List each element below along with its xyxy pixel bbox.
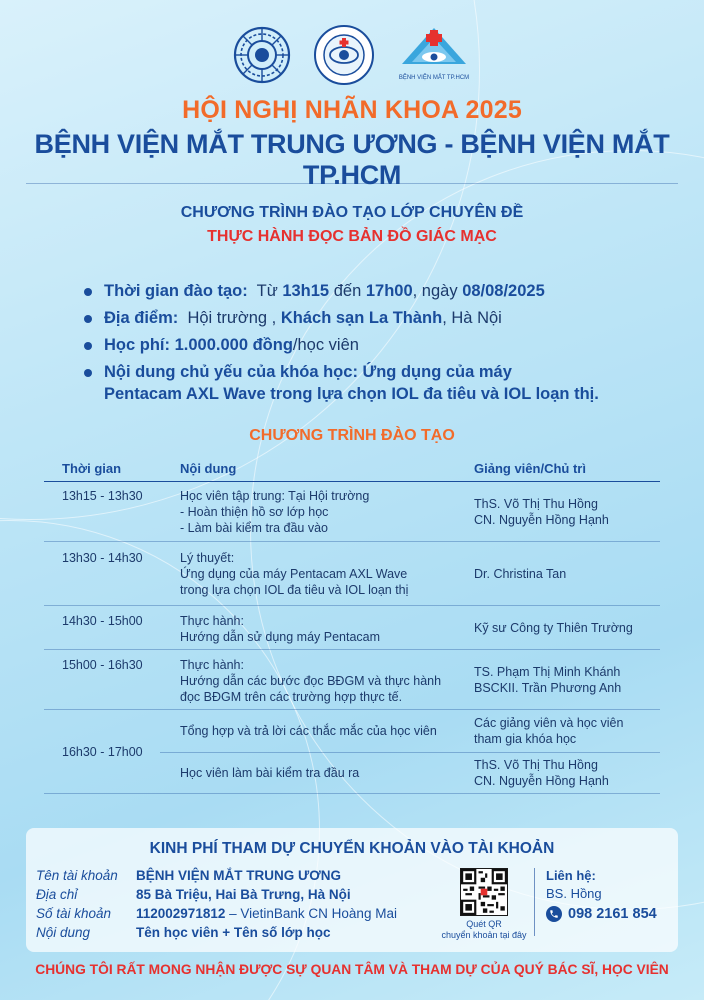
info-content: Nội dung chủ yếu của khóa học: Ứng dụng của máy — [84, 361, 664, 383]
info-content-cont: Pentacam AXL Wave trong lựa chọn IOL đa tiêu và IOL loạn thị. — [104, 385, 599, 403]
bullet-icon — [84, 288, 92, 296]
logo-bar — [0, 20, 704, 90]
row-content-line: Thực hành: — [180, 658, 244, 672]
program-line1: CHƯƠNG TRÌNH ĐÀO TẠO LỚP CHUYÊN ĐỀ — [180, 204, 524, 221]
schedule-table — [44, 456, 660, 794]
info-place: Địa điểm: Hội trường , Khách sạn La Thành, Hà Nội — [84, 307, 664, 329]
table-subrow — [160, 710, 660, 752]
program-line2: THỰC HÀNH ĐỌC BẢN ĐỒ GIÁC MẠC — [207, 228, 497, 245]
divider — [534, 868, 535, 936]
row-content-line: Lý thuyết: — [180, 551, 235, 565]
table-subrow — [160, 752, 660, 794]
svg-text:BỆNH VIỆN MẮT TP.HCM: BỆNH VIỆN MẮT TP.HCM — [398, 75, 470, 81]
account-number-row: Số tài khoản 112002971812 – VietinBank CN Hoàng Mai — [36, 906, 397, 921]
header-time: Thời gian — [62, 461, 122, 476]
payment-details — [36, 866, 436, 942]
bullet-icon — [84, 315, 92, 323]
row-time: 14h30 - 15h00 — [62, 614, 143, 628]
header-content: Nội dung — [180, 461, 237, 476]
bullet-icon — [84, 342, 92, 350]
footer-message: CHÚNG TÔI RẤT MONG NHẬN ĐƯỢC SỰ QUAN TÂM VÀ THAM DỰ CỦA QUÝ BÁC SĨ, HỌC VIÊN — [35, 962, 669, 977]
row-lecturer: CN. Nguyễn Hồng Hạnh — [474, 773, 609, 788]
row-lecturer: Các giảng viên và học viên — [474, 715, 624, 730]
table-row-merged — [44, 710, 660, 794]
row-content-line: - Làm bài kiểm tra đầu vào — [180, 521, 328, 535]
table-row — [44, 650, 660, 710]
row-content-line: đọc BĐGM trên các trường hợp thực tế. — [180, 690, 403, 704]
qr-caption: Quét QR chuyển khoản tại đây — [441, 919, 527, 940]
row-lecturer: ThS. Võ Thị Thu Hồng — [474, 496, 598, 511]
row-content-line: Thực hành: — [180, 614, 244, 628]
address-row: Địa chỉ 85 Bà Triệu, Hai Bà Trưng, Hà Nội — [36, 887, 351, 902]
bullet-icon — [84, 369, 92, 377]
row-content-line: Hướng dẫn các bước đọc BĐGM và thực hành — [180, 674, 442, 688]
row-time: 15h00 - 16h30 — [62, 658, 143, 672]
transfer-content-row: Nội dung Tên học viên + Tên số lớp học — [36, 925, 331, 940]
contact-label: Liên hệ: — [546, 868, 596, 883]
mandala-logo-icon — [230, 23, 294, 87]
header-lecturer: Giảng viên/Chủ trì — [474, 461, 586, 476]
row-lecturer: Dr. Christina Tan — [474, 566, 567, 581]
row-time: 13h30 - 14h30 — [62, 551, 143, 565]
table-row — [44, 606, 660, 650]
row-lecturer: TS. Phạm Thị Minh Khánh — [474, 664, 621, 679]
program-title — [0, 204, 704, 246]
divider — [26, 183, 678, 184]
course-info — [84, 280, 664, 410]
table-header — [44, 456, 660, 482]
contact-name: BS. Hồng — [546, 886, 602, 901]
row-content-line: Ứng dụng của máy Pentacam AXL Wave — [180, 567, 408, 581]
row-content-line: Tổng hợp và trả lời các thắc mắc của học viên — [180, 723, 437, 738]
info-fee: Học phí: 1.000.000 đồng/học viên — [84, 334, 664, 356]
row-time: 13h15 - 13h30 — [62, 489, 143, 503]
row-lecturer: BSCKII. Trần Phương Anh — [474, 680, 622, 695]
bv-mat-trung-uong-logo-icon — [312, 23, 376, 87]
phone-icon — [546, 906, 562, 922]
table-row — [44, 542, 660, 606]
qr-code-icon[interactable] — [460, 868, 508, 916]
hospital-names: BỆNH VIỆN MẮT TRUNG ƯƠNG - BỆNH VIỆN MẮT TP.HCM — [34, 129, 670, 190]
qr-block — [436, 868, 532, 941]
table-row — [44, 482, 660, 542]
info-time: Thời gian đào tạo: Từ 13h15 đến 17h00, ngày 08/08/2025 — [84, 280, 664, 302]
contact-phone[interactable]: 098 2161 854 — [546, 906, 672, 922]
row-lecturer: Kỹ sư Công ty Thiên Trường — [474, 620, 633, 635]
header — [0, 96, 704, 191]
row-content-line: Hướng dẫn sử dụng máy Pentacam — [180, 630, 381, 644]
payment-box — [26, 828, 678, 952]
bv-mat-tphcm-logo-icon — [394, 23, 474, 87]
row-content-line: - Hoàn thiện hồ sơ lớp học — [180, 505, 329, 519]
event-title: HỘI NGHỊ NHÃN KHOA 2025 — [182, 96, 522, 124]
row-content-line: Học viên làm bài kiểm tra đầu ra — [180, 765, 360, 780]
row-lecturer: ThS. Võ Thị Thu Hồng — [474, 757, 598, 772]
row-content-line: trong lựa chọn IOL đa tiêu và IOL loạn thị — [180, 583, 409, 597]
contact-block — [546, 868, 672, 922]
row-time: 16h30 - 17h00 — [62, 744, 143, 759]
row-content-line: Học viên tập trung: Tại Hội trường — [180, 489, 370, 503]
schedule-title: CHƯƠNG TRÌNH ĐÀO TẠO — [249, 427, 455, 444]
account-name-row: Tên tài khoản BỆNH VIỆN MẮT TRUNG ƯƠNG — [36, 868, 341, 883]
payment-title: KINH PHÍ THAM DỰ CHUYỂN KHOẢN VÀO TÀI KHOẢN — [149, 840, 555, 857]
row-lecturer: CN. Nguyễn Hồng Hạnh — [474, 512, 609, 527]
row-lecturer: tham gia khóa học — [474, 731, 577, 746]
